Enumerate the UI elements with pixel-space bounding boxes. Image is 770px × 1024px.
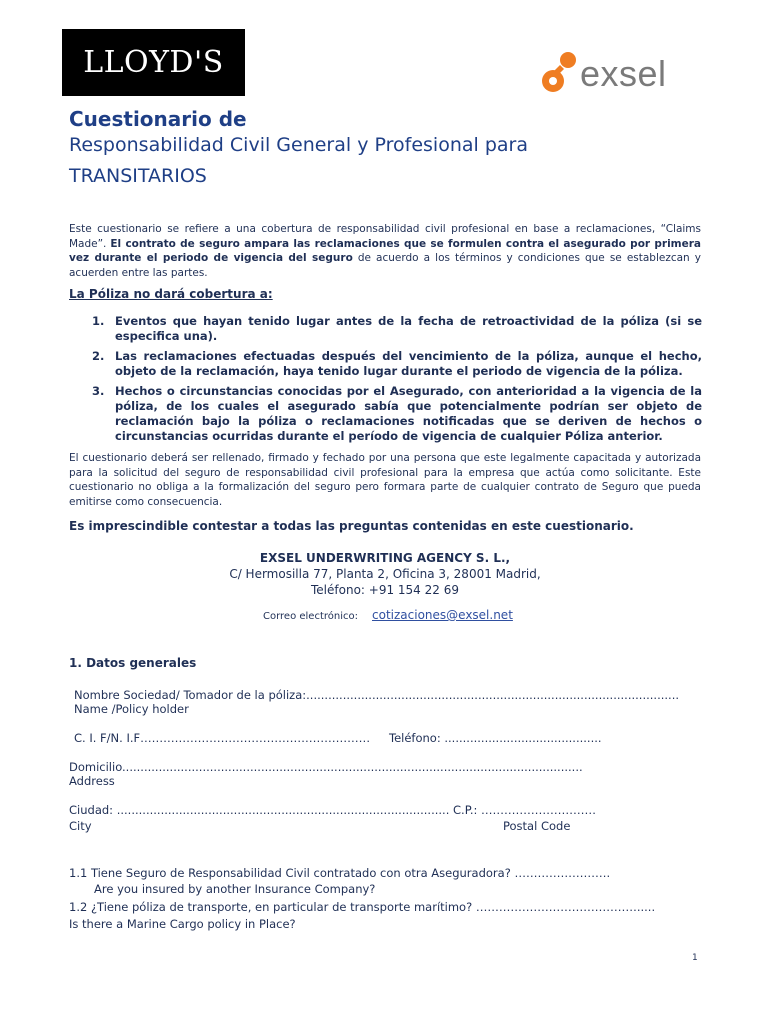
policy-holder-label-en: Name /Policy holder xyxy=(74,702,189,716)
address-label-en: Address xyxy=(69,774,115,788)
address-dots: .............................................................................................................................. xyxy=(122,760,583,774)
city-label-en: City xyxy=(69,819,92,833)
section-heading: 1. Datos generales xyxy=(69,656,197,670)
question-1-1-en: Are you insured by another Insurance Company? xyxy=(94,882,376,896)
note-paragraph: El cuestionario deberá ser rellenado, firmado y fechado por una persona que este legalmente capacitada y autorizada para la solicitud del seguro de responsabilidad civil profesional para la empresa que actúa como solicitante. Este cuestionario no obliga a la formalización del seguro pero formara parte de cualquier contrato de Seguro que pueda emitirse como consecuencia. xyxy=(69,452,701,508)
list-item-text: Las reclamaciones efectuadas después del vencimiento de la póliza, aunque el hecho, objeto de la reclamación, haya tenido lugar durante el periodo de vigencia de la póliza. xyxy=(115,349,702,378)
title-line-2: Responsabilidad Civil General y Profesional para xyxy=(69,134,528,156)
list-item xyxy=(90,384,702,444)
list-item xyxy=(90,349,702,379)
question-text: 1.1 Tiene Seguro de Responsabilidad Civil contratado con otra Aseguradora? xyxy=(69,866,511,880)
list-item-number: 2. xyxy=(92,349,105,363)
list-item-number: 1. xyxy=(92,314,105,328)
postal-code-label-en: Postal Code xyxy=(503,819,571,833)
important-notice: Es imprescindible contestar a todas las preguntas contenidas en este cuestionario. xyxy=(69,519,634,533)
intro-text-2: de acuerdo a los términos y condiciones que se establezcan y acuerden entre las partes. xyxy=(69,252,701,279)
phone-dots: ........................................... xyxy=(444,731,602,745)
list-item-text: Hechos o circunstancias conocidas por el Asegurado, con anterioridad a la vigencia de la póliza, de los cuales el asegurado sabía que potencialmente podrían ser objeto de reclamación bajo la póliza o reclamaciones notificadas que se deriven de hechos o circunstancias ocurridas durante el período de vigencia de cualquier Póliza anterior. xyxy=(115,384,702,443)
exsel-logo-text: exsel xyxy=(580,53,667,94)
page-number: 1 xyxy=(692,953,698,963)
lloyds-logo xyxy=(62,29,245,96)
answer-dots: ……………………………………..... xyxy=(475,900,656,914)
question-1-1[interactable] xyxy=(69,866,610,880)
phone-field[interactable] xyxy=(389,731,602,745)
list-item-number: 3. xyxy=(92,384,105,398)
exclusions-list xyxy=(90,314,702,449)
intro-paragraph xyxy=(69,222,701,280)
list-item xyxy=(90,314,702,344)
city-dots: ........................................................................................... xyxy=(116,803,450,817)
question-1-2-en: Is there a Marine Cargo policy in Place? xyxy=(69,917,296,931)
email-label: Correo electrónico: xyxy=(263,611,358,622)
agency-address: C/ Hermosilla 77, Planta 2, Oficina 3, 28001 Madrid, xyxy=(229,567,541,581)
cif-field[interactable] xyxy=(74,731,370,745)
policy-holder-field[interactable] xyxy=(74,688,679,702)
address-field[interactable] xyxy=(69,760,583,774)
city-field[interactable] xyxy=(69,803,596,817)
postal-code-label: C.P.: xyxy=(453,803,478,817)
intro-text-1: Este cuestionario se refiere a una cobertura de responsabilidad civil profesional en base a reclamaciones, “Claims Made”. xyxy=(69,223,701,250)
postal-code-dots: ………………………… xyxy=(481,803,597,817)
agency-name: EXSEL UNDERWRITING AGENCY S. L., xyxy=(259,551,511,565)
policy-holder-label: Nombre Sociedad/ Tomador de la póliza: xyxy=(74,688,307,702)
question-text: 1.2 ¿Tiene póliza de transporte, en particular de transporte marítimo? xyxy=(69,900,473,914)
address-label: Domicilio xyxy=(69,760,123,774)
agency-phone: Teléfono: +91 154 22 69 xyxy=(311,583,459,597)
title-line-3: TRANSITARIOS xyxy=(69,165,207,187)
policy-holder-dots: ...................................................................................................... xyxy=(306,688,680,702)
lloyds-logo-text: LLOYD'S xyxy=(83,45,224,80)
intro-text-bold: El contrato de seguro ampara las reclamaciones que se formulen contra el asegurado por primera vez durante el periodo de vigencia del seguro xyxy=(69,237,701,264)
exclusions-heading: La Póliza no dará cobertura a: xyxy=(69,287,273,301)
city-label: Ciudad: xyxy=(69,803,114,817)
phone-label: Teléfono: xyxy=(389,731,441,745)
cif-dots: …………………………………………………… xyxy=(140,731,371,745)
exsel-logo xyxy=(540,48,700,100)
list-item-text: Eventos que hayan tenido lugar antes de la fecha de retroactividad de la póliza (si se especifica una). xyxy=(115,314,702,343)
exsel-mark-icon xyxy=(540,51,578,97)
answer-dots: ……………………. xyxy=(514,866,611,880)
question-1-2[interactable] xyxy=(69,900,655,914)
cif-label: C. I. F/N. I.F xyxy=(74,731,141,745)
email-link[interactable]: cotizaciones@exsel.net xyxy=(372,608,513,622)
title-line-1: Cuestionario de xyxy=(69,107,247,131)
